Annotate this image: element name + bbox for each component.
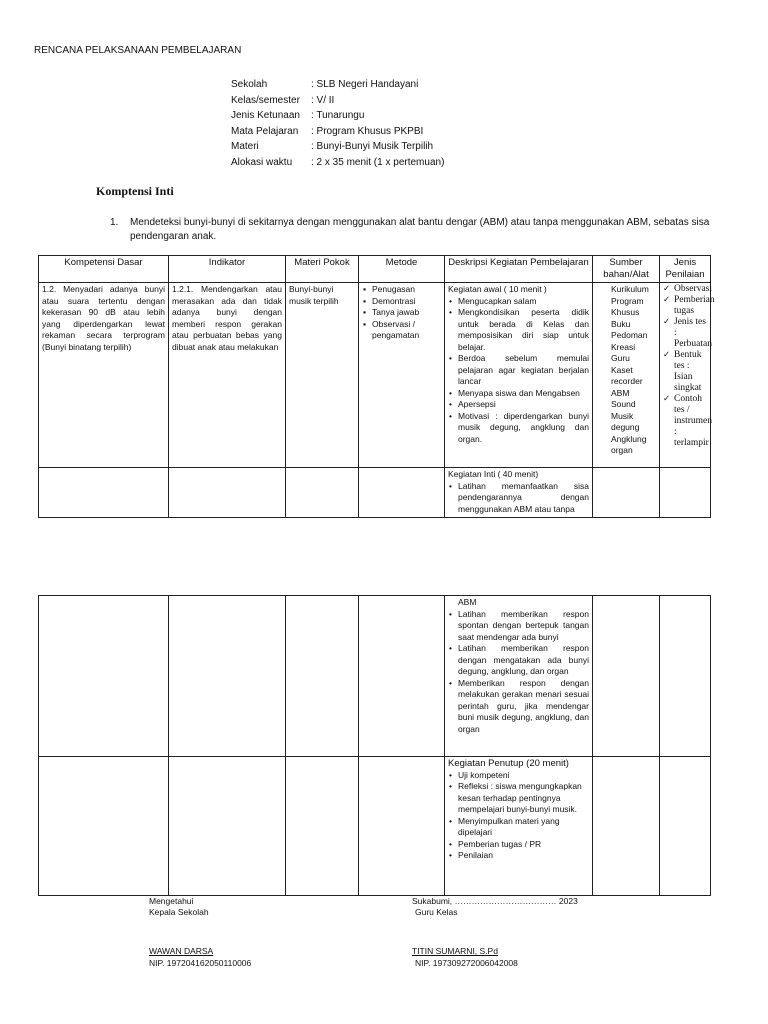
list-item: Khusus bbox=[611, 307, 640, 317]
list-item: degung bbox=[611, 422, 640, 432]
list-item: Musik bbox=[611, 410, 634, 421]
principal-name: WAWAN DARSA bbox=[149, 946, 214, 956]
opening-activity-list bbox=[448, 296, 589, 446]
list-item: recorder bbox=[611, 376, 643, 386]
closing-activity-title: Kegiatan Penutup (20 menit) bbox=[448, 758, 569, 769]
materi-cell: Bunyi-bunyi musik terpilih bbox=[286, 283, 359, 468]
list-item: Angklung bbox=[611, 433, 647, 444]
info-value: : SLB Negeri Handayani bbox=[311, 79, 419, 90]
info-label: Sekolah bbox=[231, 79, 268, 90]
closing-activity-list bbox=[448, 770, 589, 862]
info-label: Jenis Ketunaan bbox=[231, 110, 300, 121]
table-row bbox=[39, 757, 711, 896]
principal-signature bbox=[149, 896, 209, 918]
teacher-signature bbox=[412, 896, 578, 918]
info-row-school bbox=[231, 77, 444, 93]
list-item: • Refleksi : siswa mengungkapkan kesan terhadap pentingnya mempelajari bunyi-bunyi musik. bbox=[458, 781, 589, 816]
table-header-row bbox=[39, 256, 711, 283]
core-competence-item bbox=[110, 216, 730, 244]
activity-cell bbox=[445, 283, 593, 468]
assessment-cell bbox=[660, 283, 715, 468]
list-item: Kaset bbox=[611, 364, 633, 375]
table-row bbox=[39, 468, 711, 518]
source-cell bbox=[593, 283, 660, 468]
info-label: Kelas/semester bbox=[231, 94, 300, 106]
method-cell bbox=[359, 283, 445, 468]
principal-acknowledge-label: Mengetahui bbox=[149, 896, 194, 906]
header-kompetensi-dasar: Kompetensi Dasar bbox=[39, 256, 169, 283]
list-item: Buku bbox=[611, 318, 631, 329]
list-item: ✓ Bentuk tes : Isian singkat bbox=[674, 350, 707, 394]
list-item: • Uji kompeteni bbox=[458, 770, 589, 782]
item-text: Mendeteksi bunyi-bunyi di sekitarnya dengan menggunakan alat bantu dengar (ABM) atau tanpa menggunakan ABM, sebatas sisa pendengaran anak. bbox=[130, 217, 710, 242]
list-item: • Latihan memberikan respon spontan dengan bertepuk tangan saat mendengar ada bunyi bbox=[458, 609, 589, 644]
list-item: • Menyimpulkan materi yang dipelajari bbox=[458, 816, 589, 839]
list-item: ▪ Demontrasi bbox=[372, 296, 441, 308]
core-activity-title: Kegiatan Inti ( 40 menit) bbox=[448, 469, 539, 479]
core-activity-cell bbox=[445, 596, 593, 757]
list-item: organ bbox=[611, 445, 633, 455]
list-item: ABM bbox=[611, 387, 630, 398]
list-item: Kreasi bbox=[611, 341, 636, 352]
item-number: 1. bbox=[110, 217, 119, 228]
list-item: ✓ Contoh tes / instrumen : terlampir bbox=[674, 394, 707, 449]
teacher-role: Guru Kelas bbox=[415, 907, 458, 917]
list-item: ✓ Jenis tes : Perbuatan bbox=[674, 317, 707, 350]
info-row-material bbox=[231, 139, 444, 155]
teacher-name: TITIN SUMARNI, S.Pd bbox=[412, 946, 498, 956]
list-item: Sound bbox=[611, 399, 636, 409]
list-item: Program bbox=[611, 295, 644, 306]
list-item: ✓ Observasi bbox=[674, 284, 707, 295]
info-value: : Bunyi-Bunyi Musik Terpilih bbox=[311, 141, 434, 152]
header-sumber: Sumber bahan/Alat bbox=[593, 256, 660, 283]
identity-block bbox=[231, 77, 444, 170]
list-item: • Berdoa sebelum memulai pelajaran agar kegiatan berjalan lancar bbox=[458, 353, 589, 388]
info-value: : V/ II bbox=[311, 94, 335, 106]
document-title: RENCANA PELAKSANAAN PEMBELAJARAN bbox=[34, 45, 242, 56]
list-item: • Latihan memanfaatkan sisa pendengarannya dengan menggunakan ABM atau tanpa bbox=[458, 481, 589, 516]
list-item: • Penilaian bbox=[458, 850, 589, 862]
header-deskripsi: Deskripsi Kegiatan Pembelajaran bbox=[445, 256, 593, 283]
info-row-time bbox=[231, 155, 444, 171]
core-activity-cell bbox=[445, 468, 593, 518]
list-item: ▪ Penugasan bbox=[372, 284, 441, 296]
list-item: • Menyapa siswa dan Mengabsen bbox=[458, 388, 589, 400]
header-indikator: Indikator bbox=[169, 256, 286, 283]
closing-activity-cell bbox=[445, 757, 593, 896]
teacher-nip: NIP. 197309272006042008 bbox=[415, 958, 518, 968]
header-materi-pokok: Materi Pokok bbox=[286, 256, 359, 283]
list-item: Guru bbox=[611, 353, 630, 363]
list-item: • Pemberian tugas / PR bbox=[458, 839, 589, 851]
list-item: • Apersepsi bbox=[458, 399, 589, 411]
indicator-cell: 1.2.1. Mendengarkan atau merasakan ada dan tidak adanya bunyi dengan memberi respon gerakan atau perbuatan bebas yang dibuat anak atau melakukan bbox=[169, 283, 286, 468]
list-item: • Mengucapkan salam bbox=[458, 296, 589, 308]
info-label: Mata Pelajaran bbox=[231, 125, 299, 137]
info-row-disability bbox=[231, 108, 444, 124]
core-activity-list bbox=[448, 481, 589, 516]
list-item: • Memberikan respon dengan melakukan gerakan menari sesuai perintah guru, jika mendengar buni musik degung, angklung, dan organ bbox=[458, 678, 589, 736]
table-row bbox=[39, 596, 711, 757]
principal-nip: NIP. 197204162050110006 bbox=[149, 958, 252, 968]
list-item: Pedoman bbox=[611, 330, 648, 340]
header-penilaian: Jenis Penilaian bbox=[660, 256, 711, 283]
list-item: • Mengkondisikan peserta didik untuk berada di Kelas dan memposisikan diri siap untuk belajar. bbox=[458, 307, 589, 353]
list-item: ▪ Tanya jawab bbox=[372, 307, 441, 319]
info-row-subject bbox=[231, 124, 444, 140]
info-row-class bbox=[231, 93, 444, 109]
core-competence-heading: Komptensi Inti bbox=[96, 184, 174, 198]
list-item: ✓ Pemberian tugas bbox=[674, 295, 707, 317]
kd-cell: 1.2. Menyadari adanya bunyi atau suara tertentu dengan kekerasan 90 dB atau lebih yang diperdengarkan lewat rekaman secara terprogram (Bunyi binatang terpilih) bbox=[39, 283, 169, 468]
list-item: Kurikulum bbox=[611, 284, 649, 294]
table-row bbox=[39, 283, 711, 468]
info-label: Alokasi waktu bbox=[231, 156, 293, 168]
assessment-list bbox=[663, 284, 715, 449]
info-value: : 2 x 35 menit (1 x pertemuan) bbox=[311, 156, 445, 168]
info-label: Materi bbox=[231, 141, 259, 152]
header-metode: Metode bbox=[359, 256, 445, 283]
method-list bbox=[362, 284, 441, 342]
core-activity-list bbox=[448, 609, 589, 736]
core-activity-continuation: ABM bbox=[458, 597, 477, 607]
info-value: : Program Khusus PKPBI bbox=[311, 125, 424, 137]
place-date: Sukabumi, ……………………………… 2023 bbox=[412, 896, 578, 906]
lesson-table-continued bbox=[38, 595, 711, 896]
lesson-table bbox=[38, 255, 715, 518]
list-item: • Motivasi : diperdengarkan bunyi musik degung, angklung dan organ. bbox=[458, 411, 589, 446]
principal-role: Kepala Sekolah bbox=[149, 907, 209, 917]
list-item: ▪ Observasi / pengamatan bbox=[372, 319, 441, 342]
list-item: • Latihan memberikan respon dengan mengatakan ada bunyi degung, angklung, dan organ bbox=[458, 643, 589, 678]
info-value: : Tunarungu bbox=[311, 110, 365, 121]
opening-activity-title: Kegiatan awal ( 10 menit ) bbox=[448, 284, 547, 294]
